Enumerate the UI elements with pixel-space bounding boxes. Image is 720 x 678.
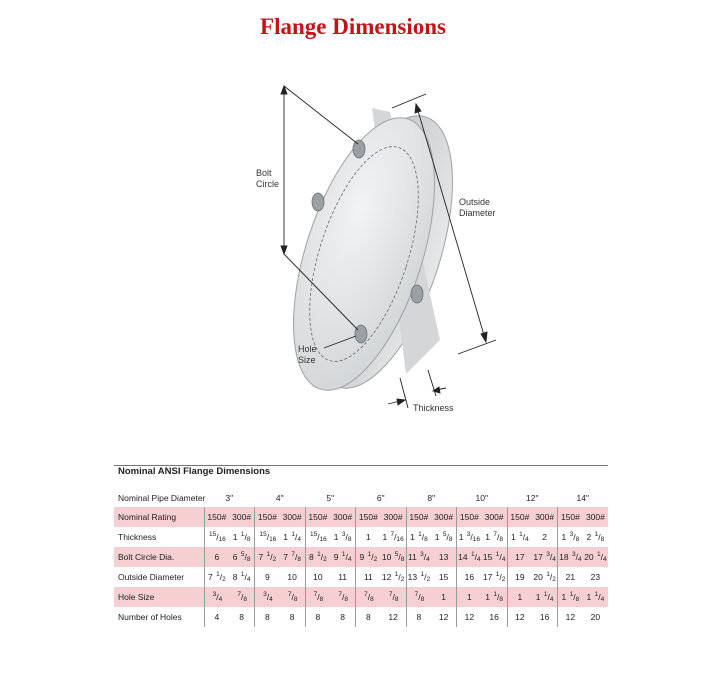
table-cell: 12 [438, 612, 449, 622]
table-cell: 16 [539, 612, 550, 622]
pipe-size-header: 12" [526, 493, 539, 503]
table-cell: 17 [507, 547, 532, 567]
table-cell: 8 [356, 607, 381, 627]
table-cell: 1 $^1$/4 [283, 531, 301, 543]
table-cell: 8 [305, 607, 330, 627]
table-cell: 6 [204, 547, 229, 567]
row-label: Outside Diameter [118, 572, 185, 582]
table-cell: 12 [507, 607, 532, 627]
table-cell: 300# [482, 507, 507, 527]
table-cell: 8 [255, 607, 280, 627]
flange-illustration [240, 72, 530, 417]
thickness-label: Thickness [413, 403, 454, 413]
table-cell: 4 [204, 607, 229, 627]
table-cell: 1 $^1$/4 [532, 587, 557, 607]
bolt-hole [411, 285, 423, 303]
row-label: Bolt Circle Dia. [114, 547, 204, 567]
table-cell: 150# [356, 507, 381, 527]
table-cell: 9 $^1$/2 [356, 547, 381, 567]
table-cell: 7 $^1$/2 [204, 567, 229, 587]
table-cell: 2 $^1$/8 [586, 531, 605, 543]
table-row [114, 507, 608, 527]
pipe-size-header: 6" [376, 493, 385, 503]
table-cell: 1 $^1$/4 [583, 587, 608, 607]
table-cell: 17 $^3$/4 [532, 547, 557, 567]
hole-size-label: Hole Size [298, 344, 317, 365]
table-cell: 19 [507, 567, 532, 587]
table-cell: $^3$/4 [204, 587, 229, 607]
table-cell: $^7$/8 [330, 587, 355, 607]
table-cell: 1 $^7$/8 [485, 531, 503, 543]
table-cell: 300# [532, 507, 557, 527]
bolt-circle-label: Bolt Circle [256, 168, 280, 189]
table-cell: 12 [457, 607, 482, 627]
table-cell: $^{15}$/16 [255, 527, 280, 547]
table-title: Nominal ANSI Flange Dimensions [118, 466, 271, 477]
table-cell: $^7$/8 [381, 587, 406, 607]
table-cell: 300# [381, 507, 406, 527]
table-cell: 18 $^3$/4 [558, 547, 583, 567]
table-cell: 16 [457, 567, 482, 587]
flange-dimensions-table [114, 489, 608, 627]
pipe-size-header: 5" [326, 493, 335, 503]
table-row [114, 527, 608, 547]
table-cell: 150# [305, 507, 330, 527]
table-cell: 15 [438, 572, 449, 582]
table-cell: 1 [431, 587, 456, 607]
table-cell: 1 $^1$/8 [406, 527, 431, 547]
table-cell: $^7$/8 [305, 587, 330, 607]
table-cell: 300# [229, 507, 254, 527]
table-row [114, 567, 608, 587]
table-cell: 1 [507, 587, 532, 607]
table-cell: $^7$/8 [356, 587, 381, 607]
table-cell: 150# [204, 507, 229, 527]
table-cell: 300# [583, 507, 608, 527]
table-cell: 10 $^5$/8 [381, 547, 406, 567]
table-cell: 17 $^1$/2 [482, 571, 506, 583]
table-cell: 20 $^1$/2 [533, 571, 556, 583]
table-cell: 1 [356, 527, 381, 547]
table-cell: 11 $^3$/4 [406, 547, 431, 567]
table-cell: 8 [239, 612, 244, 622]
table-cell: 8 [340, 612, 345, 622]
table-cell: 1 $^3$/8 [558, 527, 583, 547]
table-row [114, 587, 608, 607]
table-cell: 12 [558, 607, 583, 627]
table-cell: $^3$/4 [255, 587, 280, 607]
table-cell: 23 [590, 572, 601, 582]
table-cell: 150# [457, 507, 482, 527]
table-cell: 8 [406, 607, 431, 627]
bolt-hole [355, 325, 367, 343]
table-cell: 20 [590, 612, 601, 622]
row-label: Thickness [118, 532, 157, 542]
table-cell: 10 [305, 567, 330, 587]
table-cell: $^{15}$/16 [305, 527, 330, 547]
table-cell: 2 [542, 532, 548, 542]
table-cell: 1 $^1$/8 [482, 587, 507, 607]
pipe-size-header: 8" [427, 493, 436, 503]
outside-diameter-label: Outside Diameter [459, 197, 496, 218]
table-cell: 150# [255, 507, 280, 527]
table-cell: 1 $^5$/8 [434, 531, 453, 543]
table-cell: 13 $^1$/2 [406, 567, 431, 587]
table-cell: 11 [338, 572, 348, 582]
table-cell: 300# [280, 507, 305, 527]
table-cell: 13 [431, 547, 456, 567]
table-cell: 12 $^1$/2 [381, 571, 405, 583]
table-cell: 11 [356, 567, 381, 587]
row-label: Nominal Rating [114, 507, 204, 527]
table-cell: $^7$/8 [406, 587, 431, 607]
table-header-row [114, 489, 608, 507]
table-cell: 6 $^5$/8 [229, 547, 254, 567]
table-cell: 1 $^3$/16 [457, 527, 482, 547]
table-cell: 300# [330, 507, 355, 527]
table-cell: $^7$/8 [280, 587, 305, 607]
table-cell: 1 $^3$/8 [333, 531, 352, 543]
table-cell: 8 $^1$/2 [305, 547, 330, 567]
pipe-size-header: 10" [475, 493, 488, 503]
table-cell: 9 [255, 567, 280, 587]
table-cell: 150# [406, 507, 431, 527]
table-cell: 150# [507, 507, 532, 527]
pipe-size-header: 4" [275, 493, 284, 503]
page-title: Flange Dimensions [260, 14, 446, 39]
header-label: Nominal Pipe Diameter [118, 493, 206, 503]
table-cell: 16 [489, 612, 499, 622]
table-cell: 20 $^1$/4 [583, 547, 608, 567]
table-cell: 14 $^1$/4 [457, 547, 482, 567]
table-cell: 9 $^1$/4 [330, 547, 355, 567]
row-label: Hole Size [114, 587, 204, 607]
table-cell: 10 [287, 572, 297, 582]
pipe-size-header: 3" [225, 493, 234, 503]
table-cell: $^7$/8 [229, 587, 254, 607]
bolt-hole [353, 140, 365, 158]
table-row [114, 547, 608, 567]
table-cell: 7 $^7$/8 [280, 547, 305, 567]
table-cell: 1 $^7$/16 [382, 531, 404, 543]
table-cell: 1 $^1$/8 [558, 587, 583, 607]
table-cell: 21 [558, 567, 583, 587]
table-cell: $^{15}$/16 [204, 527, 229, 547]
table-cell: 7 $^1$/2 [255, 547, 280, 567]
table-cell: 1 $^1$/8 [232, 531, 251, 543]
row-label: Number of Holes [118, 612, 182, 622]
table-cell: 8 $^1$/4 [232, 571, 251, 583]
table-cell: 1 $^1$/4 [507, 527, 532, 547]
table-cell: 150# [558, 507, 583, 527]
table-cell: 1 [457, 587, 482, 607]
pipe-size-header: 14" [576, 493, 590, 503]
table-cell: 8 [289, 612, 295, 622]
bolt-hole [312, 193, 324, 211]
table-cell: 12 [388, 612, 398, 622]
table-cell: 300# [431, 507, 456, 527]
table-row [114, 607, 608, 627]
table-cell: 15 $^1$/4 [482, 547, 507, 567]
flange-diagram [240, 72, 530, 417]
